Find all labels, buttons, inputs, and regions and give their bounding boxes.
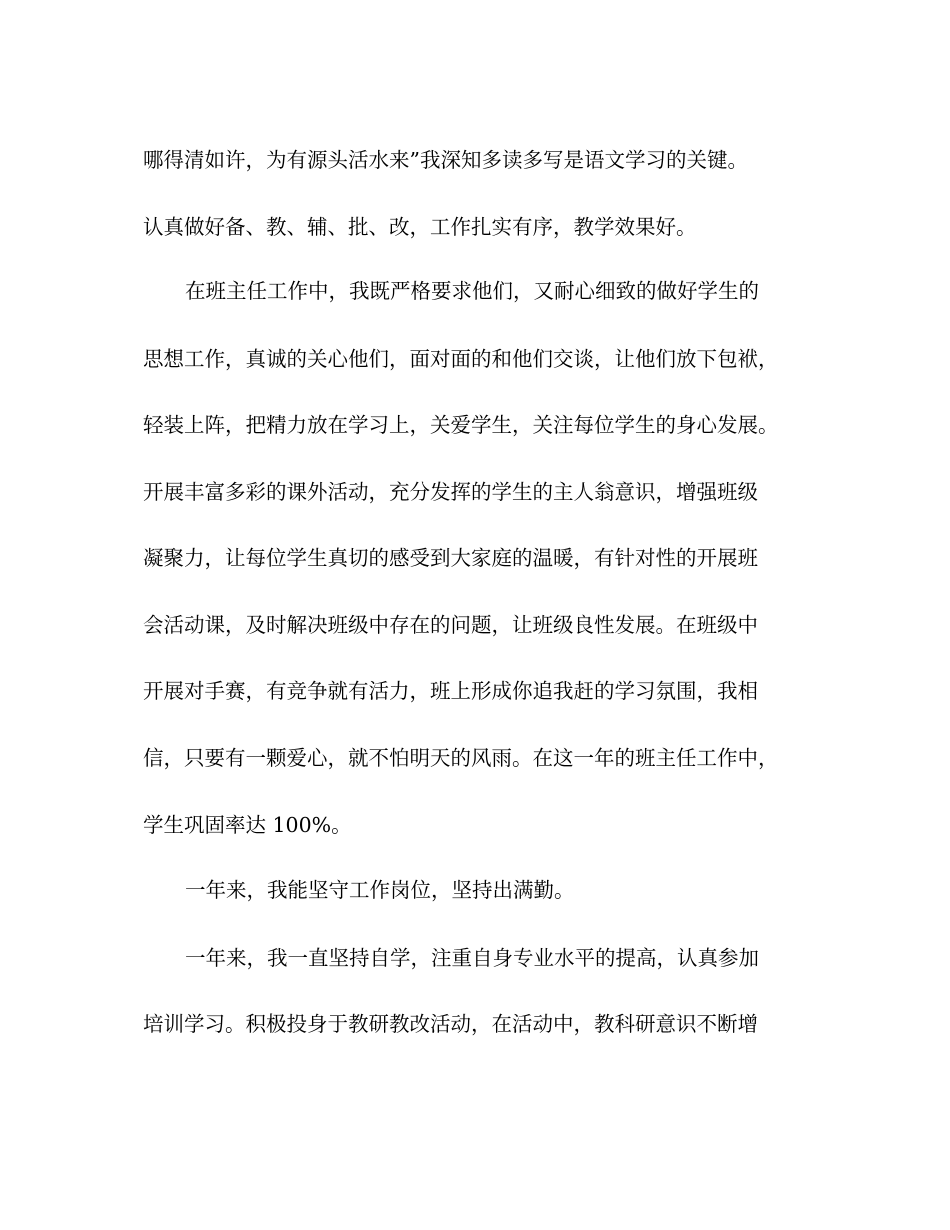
text-line-13: 一年来，我一直坚持自学，注重自身专业水平的提高，认真参加 (185, 946, 759, 970)
text-line-4: 思想工作，真诚的关心他们，面对面的和他们交谈，让他们放下包袱， (143, 347, 779, 371)
text-line-7: 凝聚力，让每位学生真切的感受到大家庭的温暖，有针对性的开展班 (143, 546, 758, 570)
text-line-3: 在班主任工作中，我既严格要求他们，又耐心细致的做好学生的 (185, 279, 759, 303)
text-line-6: 开展丰富多彩的课外活动，充分发挥的学生的主人翁意识，增强班级 (143, 480, 758, 504)
text-line-14: 培训学习。积极投身于教研教改活动，在活动中，教科研意识不断增 (143, 1012, 758, 1036)
text-line-2: 认真做好备、教、辅、批、改，工作扎实有序，教学效果好。 (143, 215, 697, 239)
text-line-11: 学生巩固率达 100%。 (143, 813, 352, 837)
text-line-9: 开展对手赛，有竞争就有活力，班上形成你追我赶的学习氛围，我相 (143, 679, 758, 703)
text-line-8: 会活动课，及时解决班级中存在的问题，让班级良性发展。在班级中 (143, 613, 758, 637)
text-line-1: 哪得清如许，为有源头活水来”我深知多读多写是语文学习的关键。 (143, 148, 748, 172)
text-line-10: 信，只要有一颗爱心，就不怕明天的风雨。在这一年的班主任工作中， (143, 746, 779, 770)
text-line-5: 轻装上阵，把精力放在学习上，关爱学生，关注每位学生的身心发展。 (143, 413, 779, 437)
text-line-12: 一年来，我能坚守工作岗位，坚持出满勤。 (185, 878, 575, 902)
